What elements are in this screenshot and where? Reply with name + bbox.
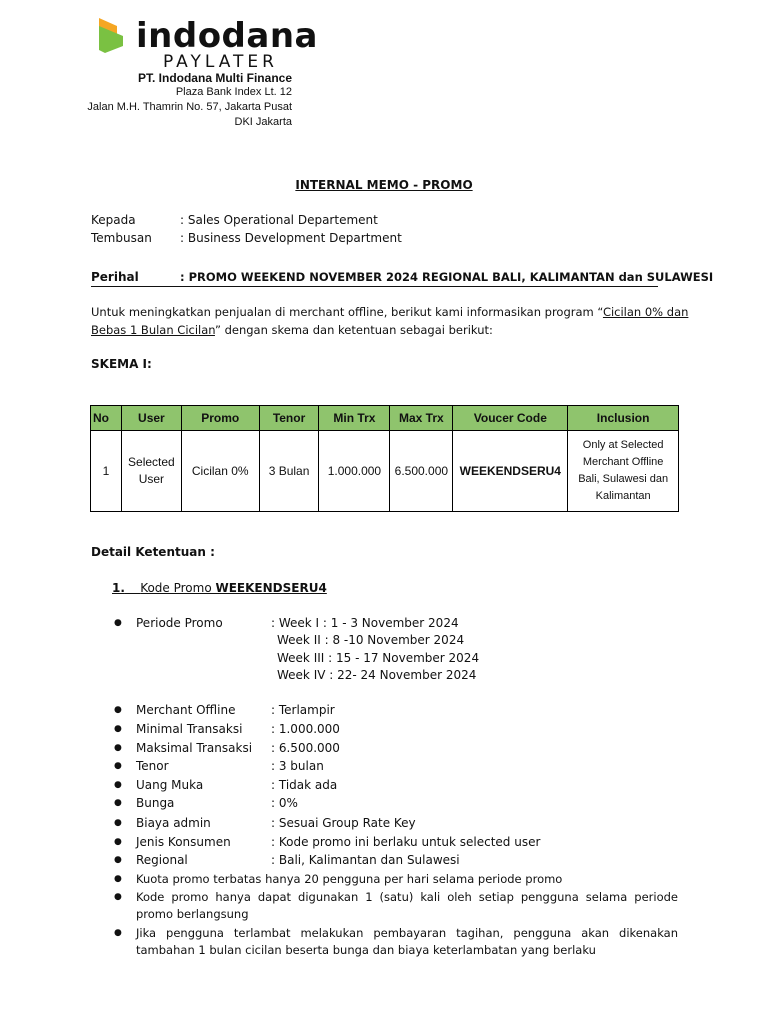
intro-line-1 [91,304,688,320]
bullet-icon: ● [114,855,122,865]
cell-no: 1 [91,431,122,512]
item-label: Biaya admin [136,816,211,830]
cell-max-trx: 6.500.000 [390,431,453,512]
item-value: : Terlampir [271,703,335,717]
column-header: Tenor [259,406,319,431]
periode-week: Week III : 15 - 17 November 2024 [277,651,480,665]
perihal-label: Perihal [91,270,139,284]
column-header: Max Trx [390,406,453,431]
bullet-icon: ● [114,724,122,734]
column-header: No [91,406,122,431]
skema-title: SKEMA I: [91,357,152,371]
promo-table [90,405,679,512]
note-item: Kode promo hanya dapat digunakan 1 (satu) kali oleh setiap pengguna selama periode promo berlangsung [136,890,678,921]
inclusion-line: Merchant Offline [582,456,664,468]
program-name: Cicilan 0% dan [602,305,689,319]
item-label: Regional [136,853,188,867]
table-header-row [91,406,679,431]
bullet-icon: ● [114,818,122,828]
program-name: Bebas 1 Bulan Cicilan [91,323,215,337]
bullet-icon: ● [114,928,122,938]
bullet-icon: ● [114,780,122,790]
address-line: Plaza Bank Index Lt. 12 [175,86,292,98]
item-label: Bunga [136,796,175,810]
bullet-icon: ● [114,798,122,808]
detail-title: Detail Ketentuan : [91,545,215,559]
cell-min-trx: 1.000.000 [319,431,390,512]
indodana-logo-icon [95,16,127,54]
section-number: 1. [112,581,125,595]
column-header: Min Trx [319,406,390,431]
note-item: Kuota promo terbatas hanya 20 pengguna per hari selama periode promo [136,872,563,886]
inclusion-line: Kalimantan [595,490,651,502]
cell-user [121,431,181,512]
company-name: PT. Indodana Multi Finance [137,71,292,85]
item-value: : 3 bulan [271,759,324,773]
bullet-icon: ● [114,874,122,884]
item-label: Uang Muka [136,778,204,792]
item-label: Tenor [136,759,169,773]
column-header: User [121,406,181,431]
column-header: Inclusion [568,406,679,431]
inclusion-line: Bali, Sulawesi dan [578,473,669,485]
bullet-icon: ● [114,743,122,753]
periode-label: Periode Promo [136,616,223,630]
bullet-icon: ● [114,837,122,847]
tembusan-label: Tembusan [91,231,152,245]
item-value: : Tidak ada [271,778,338,792]
intro-line-2 [91,322,493,338]
cell-user-line: User [138,472,165,486]
section-heading [112,580,327,596]
periode-week: Week II : 8 -10 November 2024 [277,633,465,647]
column-header: Promo [181,406,259,431]
item-value: : 0% [271,796,298,810]
perihal-value: : PROMO WEEKEND NOVEMBER 2024 REGIONAL BALI, KALIMANTAN dan SULAWESI [180,270,714,284]
item-value: : 6.500.000 [271,741,340,755]
cell-user-line: Selected [128,455,175,469]
intro-text: Untuk meningkatkan penjualan di merchant offline, berikut kami informasikan program “ [91,305,603,319]
cell-tenor: 3 Bulan [259,431,319,512]
tembusan-value: : Business Development Department [180,231,402,245]
bullet-icon: ● [114,761,122,771]
perihal-underline [91,286,658,287]
item-value: : Sesuai Group Rate Key [271,816,416,830]
address-line: Jalan M.H. Thamrin No. 57, Jakarta Pusat [87,101,292,113]
item-label: Maksimal Transaksi [136,741,253,755]
section-code: WEEKENDSERU4 [215,581,327,595]
column-header: Voucer Code [453,406,568,431]
bullet-icon: ● [114,618,122,628]
item-label: Merchant Offline [136,703,236,717]
item-label: Jenis Konsumen [136,835,231,849]
intro-text: ” dengan skema dan ketentuan sebagai berikut: [214,323,493,337]
section-prefix: Kode Promo [140,581,216,595]
item-value: : Bali, Kalimantan dan Sulawesi [271,853,460,867]
bullet-icon: ● [114,705,122,715]
cell-promo: Cicilan 0% [181,431,259,512]
item-value: : Kode promo ini berlaku untuk selected user [271,835,541,849]
cell-inclusion [568,431,679,512]
brand-subtitle: PAYLATER [163,52,278,72]
item-value: : 1.000.000 [271,722,340,736]
cell-voucher-code: WEEKENDSERU4 [453,431,568,512]
note-item: Jika pengguna terlambat melakukan pembayaran tagihan, pengguna akan dikenakan tambahan 1 bulan cicilan beserta bunga dan biaya keterlambatan yang berlaku [136,926,678,957]
brand-wordmark: indodana [136,16,318,56]
kepada-label: Kepada [91,213,136,227]
inclusion-line: Only at Selected [582,439,664,451]
bullet-icon: ● [114,892,122,902]
periode-week: Week IV : 22- 24 November 2024 [277,668,477,682]
kepada-value: : Sales Operational Departement [180,213,378,227]
memo-title: INTERNAL MEMO - PROMO [295,178,473,192]
table-row [91,431,679,512]
item-label: Minimal Transaksi [136,722,243,736]
periode-week: : Week I : 1 - 3 November 2024 [271,616,459,630]
address-line: DKI Jakarta [234,116,292,128]
